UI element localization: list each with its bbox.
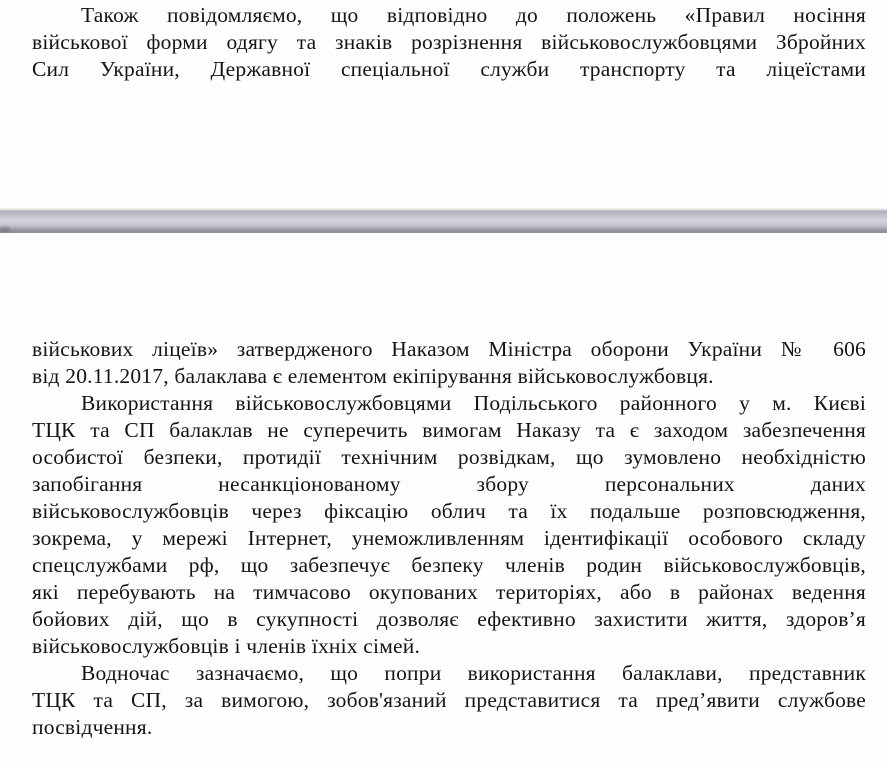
text-line: спецслужбами рф, що забезпечує безпеку членів родин військовослужбовців,	[32, 553, 866, 577]
paragraph	[32, 336, 866, 390]
text-line: Сил України, Державної спеціальної служби транспорту та ліцеїстами	[32, 57, 866, 81]
text-line: особистої безпеки, протидії технічним розвідкам, що зумовлено необхідністю	[32, 445, 866, 469]
text-line: ТЦК та СП балаклав не суперечить вимогам Наказу та є заходом забезпечення	[32, 418, 866, 442]
text-line: Використання військовослужбовцями Подільського районного у м. Києві	[81, 391, 866, 415]
text-line: ТЦК та СП, за вимогою, зобов'язаний представитися та пред’явити службове	[32, 688, 866, 712]
text-line: запобігання несанкціонованому збору персональних даних	[32, 472, 866, 496]
text-line: які перебувають на тимчасово окупованих територіях, або в районах ведення	[32, 580, 866, 604]
text-line: Водночас зазначаємо, що попри використання балаклави, представник	[81, 661, 866, 685]
text-line: військових ліцеїв» затвердженого Наказом Міністра оборони України № 606	[32, 337, 866, 361]
paragraph	[32, 390, 866, 660]
paragraph	[32, 2, 866, 83]
text-line: бойових дій, що в сукупності дозволяє ефективно захистити життя, здоров’я	[32, 607, 866, 631]
text-line: військовослужбовців і членів їхніх сімей.	[32, 634, 421, 658]
text-line: від 20.11.2017, балаклава є елементом екіпірування військовослужбовця.	[32, 364, 714, 388]
paragraph	[32, 660, 866, 741]
document-page-bottom-text	[32, 336, 866, 741]
text-line: військовослужбовців через фіксацію облич та їх подальше розповсюдження,	[32, 499, 866, 523]
text-line: посвідчення.	[32, 715, 153, 739]
text-line: військової форми одягу та знаків розрізнення військовослужбовцями Збройних	[32, 30, 866, 54]
text-line: Також повідомляємо, що відповідно до положень «Правил носіння	[81, 3, 866, 27]
page-break-divider	[0, 207, 887, 233]
document-page-top-text	[32, 2, 866, 83]
text-line: зокрема, у мережі Інтернет, унеможливленням ідентифікації особового складу	[32, 526, 866, 550]
scan-artifact	[0, 227, 10, 232]
